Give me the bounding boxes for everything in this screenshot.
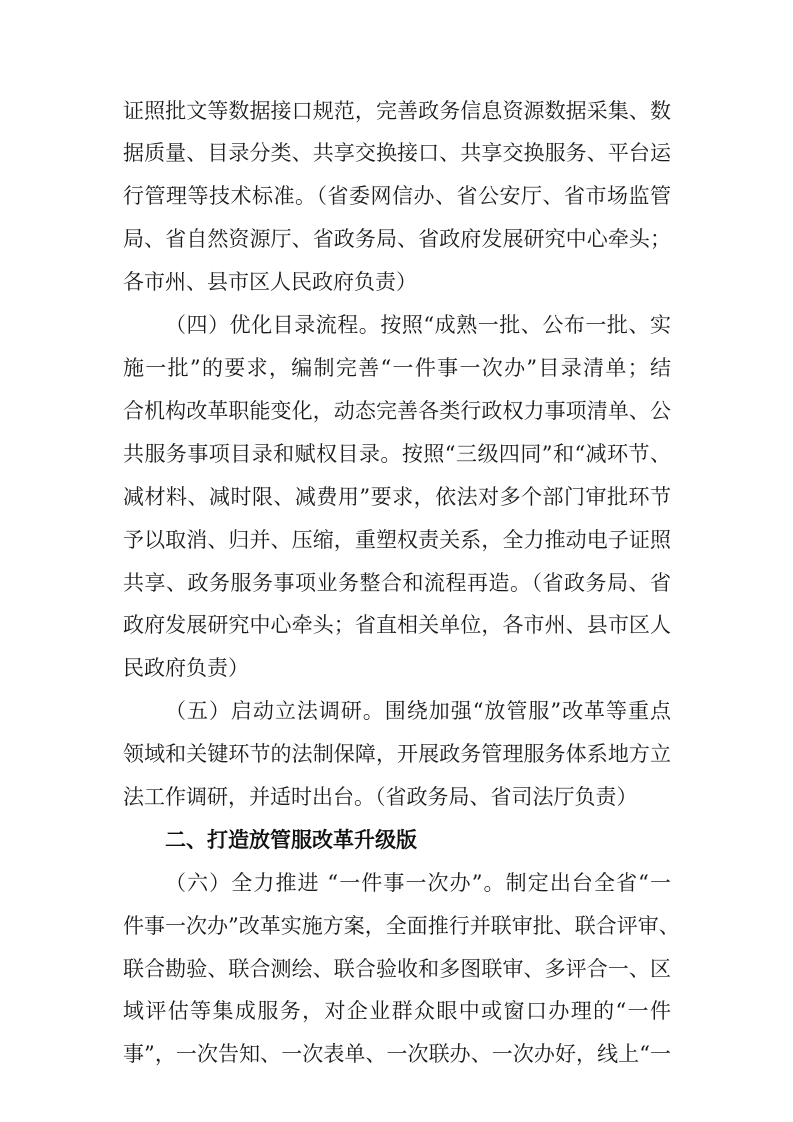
section-five-first-line: （五）启动立法调研。围绕加强“放管服”改革等重点 (165, 699, 671, 723)
body-text-line: 政府发展研究中心牵头；省直相关单位，各市州、县市区人 (123, 613, 671, 637)
body-text-line: 共享、政务服务事项业务整合和流程再造。（省政务局、省 (123, 571, 671, 595)
body-text-line: 域评估等集成服务，对企业群众眼中或窗口办理的“一件 (123, 999, 671, 1023)
body-text-line: 据质量、目录分类、共享交换接口、共享交换服务、平台运 (123, 141, 671, 165)
body-text-line: 予以取消、归并、压缩，重塑权责关系，全力推动电子证照 (123, 528, 671, 552)
body-text-line: 法工作调研，并适时出台。（省政务局、省司法厅负责） (123, 785, 638, 809)
body-text-line: 事”，一次告知、一次表单、一次联办、一次办好，线上“一 (123, 1042, 671, 1066)
body-text-line: 减材料、减时限、减费用”要求，依法对多个部门审批环节 (123, 485, 671, 509)
body-text-line: 合机构改革职能变化，动态完善各类行政权力事项清单、公 (123, 399, 671, 423)
body-text-line: 件事一次办”改革实施方案，全面推行并联审批、联合评审、 (123, 914, 680, 938)
body-text-line: 行管理等技术标准。（省委网信办、省公安厅、省市场监管 (123, 184, 671, 208)
body-text-line: 民政府负责） (123, 656, 249, 680)
body-text-line: 联合勘验、联合测绘、联合验收和多图联审、多评合一、区 (123, 957, 671, 981)
section-four-first-line: （四）优化目录流程。按照“成熟一批、公布一批、实 (165, 313, 671, 337)
body-text-line: 施一批”的要求，编制完善“一件事一次办”目录清单；结 (123, 356, 671, 380)
body-text-line: 证照批文等数据接口规范，完善政务信息资源数据采集、数 (123, 99, 671, 123)
section-six-first-line: （六）全力推进 “一件事一次办”。制定出台全省“一 (165, 871, 671, 895)
body-text-line: 局、省自然资源厅、省政务局、省政府发展研究中心牵头； (123, 227, 671, 251)
section-heading: 二、打造放管服改革升级版 (165, 828, 417, 852)
body-text-line: 共服务事项目录和赋权目录。按照“三级四同”和“减环节、 (123, 442, 671, 466)
body-text-line: 各市州、县市区人民政府负责） (123, 270, 417, 294)
body-text-line: 领域和关键环节的法制保障，开展政务管理服务体系地方立 (123, 742, 671, 766)
